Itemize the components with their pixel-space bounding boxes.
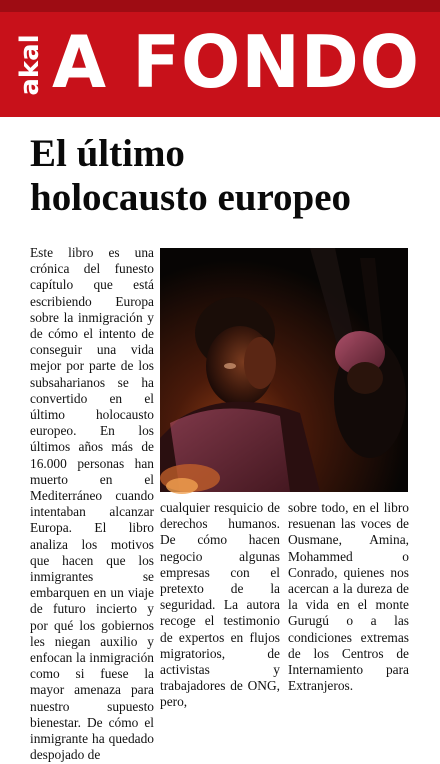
blurb-text-3: sobre todo, en el libro resuenan las voces de Ousmane, Amina, Mohammed o Conrado, quienes nos acercan a la dureza de la vida en el monte Gurugú o a las condiciones extremas de los Centros de Internamiento para Extranjeros. bbox=[288, 500, 409, 694]
banner-top-stripe bbox=[0, 0, 440, 12]
blurb-column-1 bbox=[30, 245, 154, 764]
photo-woman-by-fire-icon bbox=[160, 248, 408, 492]
blurb-text-2: cualquier resquicio de derechos humanos. De cómo hacen negocio algunas empresas con el pretexto de la seguridad. La autora recoge el testimonio de expertos en flujos migratorios, de activistas y trabajadores de ONG, pero, bbox=[160, 500, 280, 710]
series-name: A FONDO bbox=[52, 20, 421, 104]
publisher-logo bbox=[16, 20, 44, 110]
blurb-column-2 bbox=[160, 500, 280, 711]
publisher-name: akal bbox=[15, 34, 45, 96]
blurb-column-3 bbox=[288, 500, 409, 694]
series-banner bbox=[0, 0, 440, 117]
cover-photo bbox=[160, 248, 408, 492]
book-title bbox=[30, 132, 420, 220]
title-line-1: El último bbox=[30, 132, 185, 175]
title-line-2: holocausto europeo bbox=[30, 176, 352, 219]
blurb-text-1: Este libro es una crónica del funesto capítulo que está escribiendo Europa sobre la inmigración y de cómo el intento de conseguir una vida mejor por parte de los subsaharianos se ha convertido en el último holocausto europeo. En los últimos años más de 16.000 personas han muerto en el Mediterráneo cuando intentaban alcanzar Europa. El libro analiza los motivos que hacen que los inmigrantes se embarquen en un viaje de futuro incierto y por qué los gobiernos les niegan auxilio y enfocan la inmigración como si fuese la mayor amenaza para nuestro supuesto bienestar. De cómo el inmigrante ha quedado despojado de bbox=[30, 245, 154, 763]
